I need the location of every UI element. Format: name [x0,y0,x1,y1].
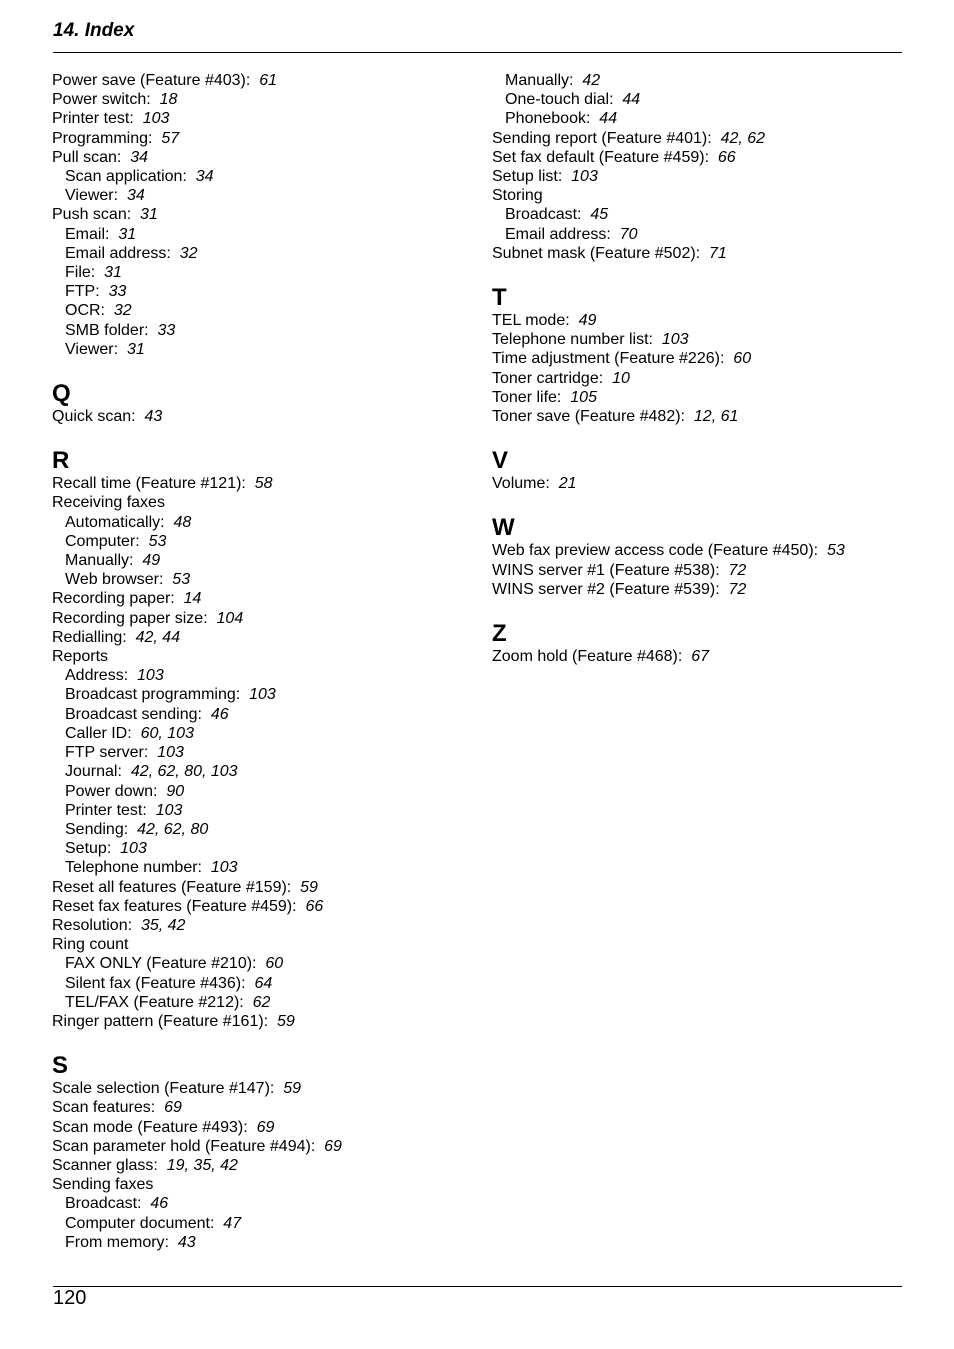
index-subentry [52,1214,472,1233]
entry-term: SMB folder: [65,321,149,339]
entry-page-refs[interactable]: 31 [118,225,137,243]
index-subentry [492,225,912,244]
entry-page-refs[interactable]: 45 [590,206,609,224]
entry-term: Storing [492,187,543,205]
entry-term: Broadcast: [505,206,582,224]
entry-term: Email: [65,225,110,243]
entry-term: FTP server: [65,744,149,762]
index-entry [492,407,912,426]
index-entry [492,349,912,368]
entry-term: Printer test: [65,801,147,819]
index-subentry [52,321,472,340]
index-entry [492,541,912,560]
entry-term: Broadcast: [65,1195,142,1213]
index-subentry [52,186,472,205]
section-letter: R [52,447,70,475]
entry-page-refs[interactable]: 19, 35, 42 [166,1156,238,1174]
entry-term: Setup: [65,840,112,858]
entry-page-refs[interactable]: 103 [249,686,276,704]
entry-term: Scan parameter hold (Feature #494): [52,1137,316,1155]
index-entry [52,1175,472,1194]
page-number: 120 [53,1287,87,1309]
index-subentry [52,225,472,244]
entry-term: Power switch: [52,91,151,109]
header-rule [53,52,902,53]
entry-page-refs[interactable]: 66 [717,148,736,166]
index-entry [52,916,472,935]
index-entry [52,148,472,167]
index-subentry [492,205,912,224]
index-entry [492,148,912,167]
entry-term: Scan features: [52,1099,156,1117]
footer-rule [53,1286,902,1287]
index-entry [52,1137,472,1156]
entry-page-refs[interactable]: 53 [826,542,845,560]
entry-term: Subnet mask (Feature #502): [492,244,701,262]
index-entry [492,311,912,330]
entry-term: Telephone number: [65,859,202,877]
entry-term: Scan application: [65,168,187,186]
index-subentry [52,167,472,186]
entry-page-refs[interactable]: 44 [622,91,641,109]
entry-page-refs[interactable]: 59 [300,878,318,896]
index-entry [52,493,472,512]
entry-term: Broadcast programming: [65,686,241,704]
entry-term: Quick scan: [52,408,136,426]
index-subentry [52,705,472,724]
index-subentry [52,858,472,877]
index-entry [492,330,912,349]
entry-term: Email address: [505,225,611,243]
index-subentry [52,513,472,532]
entry-term: From memory: [65,1233,169,1251]
index-subentry [52,551,472,570]
entry-term: Manually: [65,552,134,570]
entry-term: Setup list: [492,168,563,186]
index-subentry [52,1194,472,1213]
index-entry [492,167,912,186]
index-entry [52,935,472,954]
entry-term: Resolution: [52,916,133,934]
entry-page-refs[interactable]: 67 [691,648,710,666]
entry-page-refs[interactable]: 49 [578,312,597,330]
entry-page-refs[interactable]: 59 [283,1080,302,1098]
entry-term: FAX ONLY (Feature #210): [65,955,257,973]
entry-term: Reset fax features (Feature #459): [52,897,297,915]
entry-page-refs[interactable]: 33 [108,283,127,301]
entry-term: Phonebook: [505,110,591,128]
index-entry [492,647,912,666]
entry-term: FTP: [65,283,100,301]
entry-page-refs[interactable]: 69 [256,1118,275,1136]
index-entry [52,1098,472,1117]
entry-term: Recording paper size: [52,609,208,627]
index-entry [52,1079,472,1098]
index-subentry [52,993,472,1012]
entry-term: Web browser: [65,571,164,589]
entry-term: Caller ID: [65,724,132,742]
entry-term: Receiving faxes [52,494,165,512]
entry-term: Recall time (Feature #121): [52,475,246,493]
entry-page-refs[interactable]: 44 [599,110,618,128]
index-entry [492,129,912,148]
entry-page-refs[interactable]: 103 [157,744,184,762]
entry-page-refs[interactable]: 35, 42 [140,916,186,934]
index-subentry [52,974,472,993]
entry-page-refs[interactable]: 105 [570,388,597,406]
entry-term: Reports [52,648,109,666]
index-column-left [52,71,472,1252]
entry-term: Silent fax (Feature #436): [65,974,246,992]
entry-page-refs[interactable]: 10 [612,369,630,387]
entry-page-refs[interactable]: 69 [164,1099,182,1117]
index-subentry [52,570,472,589]
entry-term: Sending: [65,820,129,838]
page-header-title: 14. Index [53,20,135,41]
entry-page-refs[interactable]: 53 [148,532,167,550]
section-letter: S [52,1052,69,1080]
index-entry [52,1156,472,1175]
index-subentry [52,340,472,359]
index-entry [52,90,472,109]
entry-term: Scale selection (Feature #147): [52,1080,275,1098]
entry-page-refs[interactable]: 32 [179,244,198,262]
entry-page-refs[interactable]: 58 [254,475,273,493]
entry-page-refs[interactable]: 42, 62, 80 [137,820,209,838]
entry-term: TEL/FAX (Feature #212): [65,993,244,1011]
entry-term: Printer test: [52,110,134,128]
entry-page-refs[interactable]: 72 [728,561,747,579]
entry-page-refs[interactable]: 43 [177,1233,196,1251]
entry-term: One-touch dial: [505,91,614,109]
entry-term: OCR: [65,302,105,320]
entry-page-refs[interactable]: 34 [130,148,149,166]
entry-page-refs[interactable]: 61 [259,72,278,89]
index-subentry [492,109,912,128]
entry-page-refs[interactable]: 60 [733,350,752,368]
index-subentry [52,532,472,551]
entry-page-refs[interactable]: 64 [254,974,273,992]
entry-page-refs[interactable]: 103 [120,840,147,858]
entry-term: Computer document: [65,1214,215,1232]
entry-term: Set fax default (Feature #459): [492,148,710,166]
entry-page-refs[interactable]: 46 [150,1195,169,1213]
entry-term: Web fax preview access code (Feature #450): [492,542,819,560]
entry-term: Address: [65,667,129,685]
entry-page-refs[interactable]: 31 [104,264,122,282]
entry-term: Computer: [65,532,140,550]
entry-page-refs[interactable]: 53 [172,571,191,589]
index-entry [52,897,472,916]
entry-page-refs[interactable]: 42, 44 [135,628,181,646]
section-letter: T [492,284,507,312]
entry-term: Power save (Feature #403): [52,72,251,89]
entry-term: Manually: [505,72,574,89]
section-letter: Q [52,380,71,408]
index-entry [492,580,912,599]
entry-term: Viewer: [65,187,119,205]
entry-term: Recording paper: [52,590,175,608]
index-entry [492,388,912,407]
index-subentry [52,954,472,973]
entry-term: Telephone number list: [492,331,653,349]
index-subentry [52,801,472,820]
index-entry [52,1118,472,1137]
entry-term: WINS server #1 (Feature #538): [492,561,720,579]
entry-page-refs[interactable]: 103 [137,667,164,685]
entry-page-refs[interactable]: 21 [558,475,577,493]
entry-term: Reset all features (Feature #159): [52,878,292,896]
entry-term: Zoom hold (Feature #468): [492,648,683,666]
index-subentry [52,1233,472,1252]
index-subentry [52,762,472,781]
entry-term: Viewer: [65,340,119,358]
index-subentry [52,782,472,801]
entry-page-refs[interactable]: 103 [571,168,598,186]
index-subentry [52,839,472,858]
index-entry [52,609,472,628]
entry-page-refs[interactable]: 14 [183,590,202,608]
entry-page-refs[interactable]: 34 [126,187,145,205]
entry-page-refs[interactable]: 31 [140,206,158,224]
entry-page-refs[interactable]: 42 [582,72,601,89]
entry-term: Broadcast sending: [65,705,202,723]
index-subentry [492,71,912,90]
section-letter: W [492,514,515,542]
index-column-right [492,71,912,666]
index-subentry [52,263,472,282]
entry-page-refs[interactable]: 103 [210,859,238,877]
entry-page-refs[interactable]: 90 [166,782,185,800]
index-entry [52,628,472,647]
entry-term: Scan mode (Feature #493): [52,1118,248,1136]
entry-term: WINS server #2 (Feature #539): [492,580,720,598]
index-entry [492,369,912,388]
section-letter: Z [492,620,507,648]
index-entry [52,878,472,897]
index-entry [52,71,472,90]
index-entry [492,244,912,263]
entry-page-refs[interactable]: 60 [265,955,284,973]
index-entry [52,407,472,426]
entry-term: Toner cartridge: [492,369,604,387]
entry-term: TEL mode: [492,312,570,330]
entry-term: Scanner glass: [52,1156,158,1174]
entry-term: Time adjustment (Feature #226): [492,350,725,368]
entry-term: Pull scan: [52,148,122,166]
index-subentry [52,685,472,704]
entry-term: Redialling: [52,628,127,646]
entry-page-refs[interactable]: 66 [305,897,324,915]
entry-page-refs[interactable]: 103 [142,110,170,128]
entry-page-refs[interactable]: 103 [661,331,689,349]
entry-page-refs[interactable]: 32 [113,302,132,320]
entry-page-refs[interactable]: 71 [709,244,727,262]
entry-term: File: [65,264,96,282]
entry-page-refs[interactable]: 57 [161,129,180,147]
index-entry [52,109,472,128]
index-subentry [492,90,912,109]
entry-term: Automatically: [65,513,165,531]
index-entry [52,474,472,493]
index-entry [52,205,472,224]
entry-term: Volume: [492,475,550,493]
entry-page-refs[interactable]: 12, 61 [693,408,739,426]
entry-term: Power down: [65,782,158,800]
entry-page-refs[interactable]: 33 [157,321,176,339]
index-subentry [52,724,472,743]
entry-page-refs[interactable]: 62 [252,993,271,1011]
section-letter: V [492,447,509,475]
entry-term: Toner save (Feature #482): [492,408,685,426]
entry-page-refs[interactable]: 70 [619,225,638,243]
index-subentry [52,743,472,762]
index-entry [52,647,472,666]
entry-term: Ring count [52,936,129,954]
entry-page-refs[interactable]: 47 [223,1214,242,1232]
entry-page-refs[interactable]: 49 [142,552,161,570]
entry-page-refs[interactable]: 60, 103 [140,724,194,742]
index-subentry [52,820,472,839]
entry-term: Ringer pattern (Feature #161): [52,1012,269,1030]
index-entry [52,1012,472,1031]
index-subentry [52,666,472,685]
entry-page-refs[interactable]: 48 [173,513,192,531]
entry-page-refs[interactable]: 69 [324,1137,342,1155]
index-entry [52,129,472,148]
entry-page-refs[interactable]: 59 [277,1012,295,1030]
entry-page-refs[interactable]: 42, 62 [720,129,766,147]
entry-term: Journal: [65,763,122,781]
entry-page-refs[interactable]: 18 [159,91,178,109]
entry-term: Email address: [65,244,171,262]
index-subentry [52,244,472,263]
entry-page-refs[interactable]: 34 [195,168,214,186]
index-entry [492,561,912,580]
index-entry [492,474,912,493]
entry-page-refs[interactable]: 72 [728,580,747,598]
index-entry [52,589,472,608]
entry-page-refs[interactable]: 31 [126,340,145,358]
index-entry [492,186,912,205]
entry-term: Sending faxes [52,1176,154,1194]
entry-term: Programming: [52,129,153,147]
entry-term: Toner life: [492,388,562,406]
entry-page-refs[interactable]: 42, 62, 80, 103 [130,763,238,781]
entry-page-refs[interactable]: 43 [144,408,163,426]
entry-page-refs[interactable]: 104 [216,609,244,627]
entry-term: Push scan: [52,206,132,224]
index-subentry [52,301,472,320]
index-subentry [52,282,472,301]
entry-term: Sending report (Feature #401): [492,129,712,147]
entry-page-refs[interactable]: 46 [210,705,229,723]
entry-page-refs[interactable]: 103 [155,801,183,819]
